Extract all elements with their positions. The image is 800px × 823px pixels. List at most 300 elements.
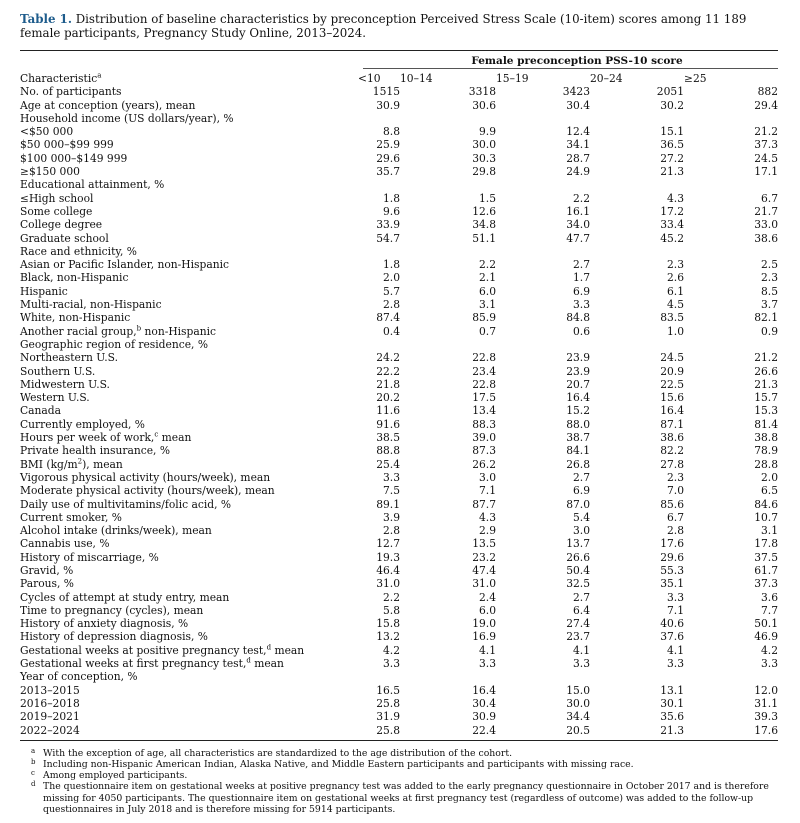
table-cell	[400, 178, 496, 191]
table-cell: 1.7	[573, 271, 590, 285]
row-label-text: Midwestern U.S.	[20, 377, 110, 391]
table-cell: 25.9	[376, 138, 400, 152]
table-cell	[358, 338, 400, 351]
row-label-text: Multi-racial, non-Hispanic	[20, 298, 162, 312]
table-cell: 20.5	[566, 723, 590, 737]
row-label-suffix: mean	[158, 431, 192, 445]
header-row	[20, 72, 778, 85]
table-cell: 47.7	[566, 231, 590, 245]
table-cell: 22.4	[472, 723, 496, 737]
table-cell: 6.7	[667, 510, 684, 524]
table-cell: 46.9	[754, 630, 778, 644]
row-label-text: No. of participants	[20, 85, 122, 99]
row-label	[20, 138, 358, 151]
table-cell	[400, 670, 496, 683]
table-cell	[358, 245, 400, 258]
table-cell: 91.6	[376, 417, 400, 431]
table-cell: 50.4	[566, 563, 590, 577]
table-cell: 3.7	[761, 298, 778, 312]
table-cell: 4.5	[667, 298, 684, 312]
table-cell: 1.5	[479, 191, 496, 205]
table-cell: 12.7	[376, 537, 400, 551]
footnote-mark: d	[266, 643, 272, 652]
table-cell: 21.2	[754, 125, 778, 139]
row-label	[20, 112, 358, 125]
row-label	[20, 311, 358, 324]
table-cell	[400, 245, 496, 258]
table-cell: 81.4	[754, 417, 778, 431]
row-label-text: White, non-Hispanic	[20, 311, 131, 325]
table-cell: 6.0	[479, 603, 496, 617]
table-cell: 22.8	[472, 351, 496, 365]
row-label	[20, 431, 358, 444]
row-label	[20, 551, 358, 564]
table-cell: 26.6	[754, 364, 778, 378]
table-cell: 5.4	[573, 510, 590, 524]
table-cell: 10.7	[754, 510, 778, 524]
table-cell	[684, 670, 778, 683]
table-caption	[20, 12, 778, 40]
row-label-suffix: mean	[250, 657, 284, 671]
table-cell: 2.9	[479, 524, 496, 538]
table-cell: 30.9	[376, 98, 400, 112]
table-cell: 78.9	[754, 444, 778, 458]
table-cell: 84.8	[566, 311, 590, 325]
row-label	[20, 404, 358, 417]
table-row	[20, 498, 778, 511]
table-cell: 33.0	[754, 218, 778, 232]
footnote-text: The questionnaire item on gestational weeks at positive pregnancy test was added to the early pregnancy questionnaire in October 2017 and is therefore missing for 4050 participants. The questionnaire item on gestational weeks at first pregnancy test (regardless of outcome) was added to the follow-up questionnaires in July 2018 and is therefore missing for 5914 participants.	[43, 781, 769, 815]
table-cell: 31.1	[754, 696, 778, 710]
table-cell: 1.8	[383, 258, 400, 272]
row-label	[20, 498, 358, 511]
table-section-row	[20, 245, 778, 258]
table-cell: 6.5	[761, 484, 778, 498]
table-cell	[400, 112, 496, 125]
table-cell: 22.8	[472, 377, 496, 391]
table-cell: 61.7	[754, 563, 778, 577]
table-cell: 3.3	[761, 657, 778, 671]
row-label	[20, 524, 358, 537]
table-cell: 37.5	[754, 550, 778, 564]
table-body	[20, 85, 778, 740]
table-cell: 17.6	[660, 537, 684, 551]
table-row	[20, 85, 778, 98]
column-spanner	[20, 51, 778, 69]
row-label	[20, 232, 358, 245]
row-label	[20, 152, 358, 165]
table-row	[20, 125, 778, 138]
row-label	[20, 657, 358, 670]
table-row	[20, 484, 778, 497]
row-label-text: Private health insurance, %	[20, 444, 171, 458]
row-label-text: Hispanic	[20, 284, 68, 298]
row-label	[20, 99, 358, 112]
table-row	[20, 404, 778, 417]
table-cell: 30.4	[472, 696, 496, 710]
row-label	[20, 710, 358, 723]
characteristic-header	[20, 72, 358, 85]
spanner-rule	[363, 68, 778, 69]
table-cell: 27.8	[660, 457, 684, 471]
table-cell	[684, 338, 778, 351]
row-label-text: Alcohol intake (drinks/week), mean	[20, 524, 212, 538]
table-row	[20, 644, 778, 657]
spanner-heading: Female preconception PSS-10 score	[471, 55, 683, 67]
table-cell: 33.4	[660, 218, 684, 232]
table-cell: 5.7	[383, 284, 400, 298]
table-cell: 23.2	[472, 550, 496, 564]
table-cell: 21.7	[754, 204, 778, 218]
table-cell: 17.5	[472, 391, 496, 405]
table-cell: 26.2	[472, 457, 496, 471]
table-row	[20, 378, 778, 391]
row-label-text: Gravid, %	[20, 563, 74, 577]
table-section-row	[20, 670, 778, 683]
table-cell: 3318	[468, 85, 496, 99]
table-cell: 87.1	[660, 417, 684, 431]
footnote-marker: a	[31, 746, 36, 755]
row-label-text: ≤High school	[20, 191, 94, 205]
table-cell: 29.6	[376, 151, 400, 165]
row-label-text: Time to pregnancy (cycles), mean	[20, 603, 204, 617]
table-row	[20, 165, 778, 178]
row-label	[20, 205, 358, 218]
row-label	[20, 125, 358, 138]
row-label	[20, 178, 358, 191]
table-cell: 2.7	[573, 470, 590, 484]
table-cell: 16.4	[566, 391, 590, 405]
table-cell: 20.2	[376, 391, 400, 405]
table-cell: 16.5	[376, 683, 400, 697]
row-label	[20, 271, 358, 284]
footnote	[20, 748, 778, 759]
table-cell: 23.9	[566, 364, 590, 378]
table-cell: 12.6	[472, 204, 496, 218]
table-cell: 35.7	[376, 165, 400, 179]
footnote-marker: b	[31, 758, 36, 767]
table-cell: 13.2	[376, 630, 400, 644]
table-cell: 82.1	[754, 311, 778, 325]
table-cell: 20.9	[660, 364, 684, 378]
table-cell: 21.8	[376, 377, 400, 391]
row-label	[20, 591, 358, 604]
table-cell: 20.7	[566, 377, 590, 391]
table-cell: 39.0	[472, 431, 496, 445]
row-label-text: Year of conception, %	[20, 670, 138, 684]
table-cell: 37.3	[754, 577, 778, 591]
table-cell: 3.1	[479, 298, 496, 312]
table-cell: 6.0	[479, 284, 496, 298]
table-cell: 25.8	[376, 696, 400, 710]
table-cell	[358, 670, 400, 683]
footnote	[20, 759, 778, 770]
row-label-text: Western U.S.	[20, 391, 90, 405]
table-cell: 37.3	[754, 138, 778, 152]
row-label-text: Black, non-Hispanic	[20, 271, 129, 285]
row-label	[20, 670, 358, 683]
table-cell	[496, 245, 590, 258]
table-row	[20, 311, 778, 324]
table-cell: 30.1	[660, 696, 684, 710]
row-label	[20, 378, 358, 391]
column-header-10-14: 10–14	[400, 72, 433, 85]
table-cell: 2.5	[761, 258, 778, 272]
table-cell: 30.0	[472, 138, 496, 152]
row-label-text: Currently employed, %	[20, 417, 145, 431]
table-cell: 3.0	[573, 524, 590, 538]
row-label-text: College degree	[20, 218, 103, 232]
row-label-text: Vigorous physical activity (hours/week), mean	[20, 470, 271, 484]
footnote-text: Including non-Hispanic American Indian, Alaska Native, and Middle Eastern participants and participants with missing race.	[43, 759, 634, 771]
row-label-text: History of anxiety diagnosis, %	[20, 617, 189, 631]
table-cell: 25.8	[376, 723, 400, 737]
table-cell: 89.1	[376, 497, 400, 511]
table-cell: 32.5	[566, 577, 590, 591]
characteristics-table	[20, 72, 778, 740]
table-cell	[496, 178, 590, 191]
table-cell: 30.4	[566, 98, 590, 112]
table-cell: 21.3	[660, 165, 684, 179]
table-cell: 16.1	[566, 204, 590, 218]
row-label	[20, 458, 358, 471]
table-cell: 24.2	[376, 351, 400, 365]
table-cell: 3.3	[667, 590, 684, 604]
row-label-text: <$50 000	[20, 125, 74, 139]
table-row	[20, 258, 778, 271]
table-cell: 6.9	[573, 484, 590, 498]
row-label-text: Household income (US dollars/year), %	[20, 111, 234, 125]
footnote-mark: 2	[77, 457, 83, 466]
table-cell: 84.6	[754, 497, 778, 511]
table-row	[20, 431, 778, 444]
table-row	[20, 418, 778, 431]
row-label-text: Cycles of attempt at study entry, mean	[20, 590, 230, 604]
row-label-text: 2019–2021	[20, 710, 80, 724]
row-label-text: Current smoker, %	[20, 510, 122, 524]
row-label-text: 2016–2018	[20, 696, 80, 710]
table-cell: 882	[757, 85, 778, 99]
row-label-text: Geographic region of residence, %	[20, 337, 208, 351]
table-cell: 7.0	[667, 484, 684, 498]
table-cell: 38.6	[754, 231, 778, 245]
table-row	[20, 577, 778, 590]
table-row	[20, 458, 778, 471]
table-cell	[590, 178, 684, 191]
table-cell: 16.4	[660, 404, 684, 418]
footnote-marker: d	[31, 780, 36, 789]
table-cell: 2.1	[479, 271, 496, 285]
row-label-text: Gestational weeks at first pregnancy test,	[20, 657, 247, 671]
row-label	[20, 258, 358, 271]
row-label-text: BMI (kg/m	[20, 457, 78, 471]
table-cell: 26.8	[566, 457, 590, 471]
table-cell: 34.8	[472, 218, 496, 232]
table-cell: 7.5	[383, 484, 400, 498]
row-label-text: Southern U.S.	[20, 364, 96, 378]
table-cell: 30.3	[472, 151, 496, 165]
table-cell: 16.4	[472, 683, 496, 697]
table-cell	[684, 112, 778, 125]
row-label	[20, 365, 358, 378]
row-label-text: Race and ethnicity, %	[20, 244, 137, 258]
table-row	[20, 537, 778, 550]
row-label-text: Some college	[20, 204, 93, 218]
table-cell: 4.1	[479, 643, 496, 657]
table-cell: 28.7	[566, 151, 590, 165]
table-cell: 13.5	[472, 537, 496, 551]
row-label-text: History of depression diagnosis, %	[20, 630, 208, 644]
table-row	[20, 511, 778, 524]
row-label	[20, 285, 358, 298]
table-cell: 39.3	[754, 710, 778, 724]
row-label-suffix: non-Hispanic	[141, 324, 217, 338]
table-cell: 24.5	[660, 351, 684, 365]
table-cell: 3.3	[383, 470, 400, 484]
table-cell: 2.8	[667, 524, 684, 538]
bottom-rule	[20, 740, 778, 741]
table-cell: 50.1	[754, 617, 778, 631]
table-label: Table 1.	[20, 12, 72, 26]
row-label-text: Moderate physical activity (hours/week), mean	[20, 484, 275, 498]
row-label-text: Gestational weeks at positive pregnancy test,	[20, 643, 267, 657]
row-label-text: Canada	[20, 404, 62, 418]
row-label-suffix: mean	[271, 643, 305, 657]
table-cell: 35.1	[660, 577, 684, 591]
row-label	[20, 444, 358, 457]
table-row	[20, 724, 778, 740]
table-row	[20, 152, 778, 165]
row-label-text: 2013–2015	[20, 683, 80, 697]
table-cell: 38.6	[660, 431, 684, 445]
table-cell: 24.9	[566, 165, 590, 179]
footnote	[20, 770, 778, 781]
table-cell: 9.9	[479, 125, 496, 139]
table-row	[20, 205, 778, 218]
table-cell	[496, 670, 590, 683]
table-row	[20, 630, 778, 643]
table-cell: 13.1	[660, 683, 684, 697]
caption-text: Distribution of baseline characteristics by preconception Perceived Stress Scale (10-item) scores among 11 189 female participants, Pregnancy Study Online, 2013–2024.	[20, 12, 747, 40]
table-row	[20, 617, 778, 630]
table-cell: 13.4	[472, 404, 496, 418]
table-cell: 87.0	[566, 497, 590, 511]
table-cell: 51.1	[472, 231, 496, 245]
table-cell: 9.6	[383, 204, 400, 218]
table-cell: 35.6	[660, 710, 684, 724]
footnotes	[20, 748, 778, 815]
table-cell: 11.6	[376, 404, 400, 418]
table-cell: 6.1	[667, 284, 684, 298]
table-cell: 15.7	[754, 391, 778, 405]
table-cell: 2.7	[573, 258, 590, 272]
table-cell: 5.8	[383, 603, 400, 617]
row-label-text: ≥$150 000	[20, 165, 80, 179]
row-label	[20, 245, 358, 258]
table-cell: 27.2	[660, 151, 684, 165]
table-section-row	[20, 112, 778, 125]
table-cell: 38.8	[754, 431, 778, 445]
table-row	[20, 218, 778, 231]
table-cell: 2.4	[479, 590, 496, 604]
table-cell	[496, 112, 590, 125]
table-row	[20, 298, 778, 311]
row-label-text: $100 000–$149 999	[20, 151, 128, 165]
table-cell: 21.3	[660, 723, 684, 737]
table-cell: 4.1	[667, 643, 684, 657]
row-label	[20, 724, 358, 740]
table-cell: 3.3	[383, 657, 400, 671]
table-cell: 12.0	[754, 683, 778, 697]
table-cell: 19.0	[472, 617, 496, 631]
table-row	[20, 325, 778, 338]
table-cell: 2.3	[761, 271, 778, 285]
table-cell: 6.7	[761, 191, 778, 205]
table-cell	[400, 338, 496, 351]
table-cell: 82.2	[660, 444, 684, 458]
table-cell: 2.0	[383, 271, 400, 285]
table-cell: 6.9	[573, 284, 590, 298]
table-cell: 3.0	[479, 470, 496, 484]
row-label	[20, 85, 358, 98]
table-row	[20, 444, 778, 457]
table-cell: 2.7	[573, 590, 590, 604]
row-label-text: Educational attainment, %	[20, 178, 165, 192]
row-label-text: Graduate school	[20, 231, 109, 245]
table-cell: 8.5	[761, 284, 778, 298]
table-cell: 29.4	[754, 98, 778, 112]
table-cell: 30.9	[472, 710, 496, 724]
row-label	[20, 338, 358, 351]
table-row	[20, 697, 778, 710]
table-cell: 27.4	[566, 617, 590, 631]
table-row	[20, 524, 778, 537]
row-label	[20, 511, 358, 524]
table-row	[20, 99, 778, 112]
table-cell: 29.8	[472, 165, 496, 179]
table-row	[20, 391, 778, 404]
row-label-text: Parous, %	[20, 577, 74, 591]
table-row	[20, 285, 778, 298]
row-label-text: 2022–2024	[20, 723, 80, 737]
table-cell: 4.1	[573, 643, 590, 657]
table-cell: 30.0	[566, 696, 590, 710]
row-label	[20, 391, 358, 404]
footnote-mark: d	[246, 656, 251, 665]
table-cell: 34.0	[566, 218, 590, 232]
table-cell: 24.5	[754, 151, 778, 165]
table-cell: 85.9	[472, 311, 496, 325]
table-cell: 31.9	[376, 710, 400, 724]
table-cell: 16.9	[472, 630, 496, 644]
table-row	[20, 365, 778, 378]
table-cell: 13.7	[566, 537, 590, 551]
table-cell: 46.4	[376, 563, 400, 577]
table-cell: 17.6	[754, 723, 778, 737]
table-row	[20, 271, 778, 284]
table-cell: 23.9	[566, 351, 590, 365]
table-cell: 4.2	[761, 643, 778, 657]
table-cell: 3423	[562, 85, 590, 99]
table-cell: 2.8	[383, 298, 400, 312]
table-cell: 0.7	[479, 324, 496, 338]
table-cell: 87.3	[472, 444, 496, 458]
row-label-suffix: ), mean	[82, 457, 123, 471]
table-cell	[358, 112, 400, 125]
footnote-mark: b	[136, 324, 142, 333]
table-cell: 1.0	[667, 324, 684, 338]
table-cell: 83.5	[660, 311, 684, 325]
